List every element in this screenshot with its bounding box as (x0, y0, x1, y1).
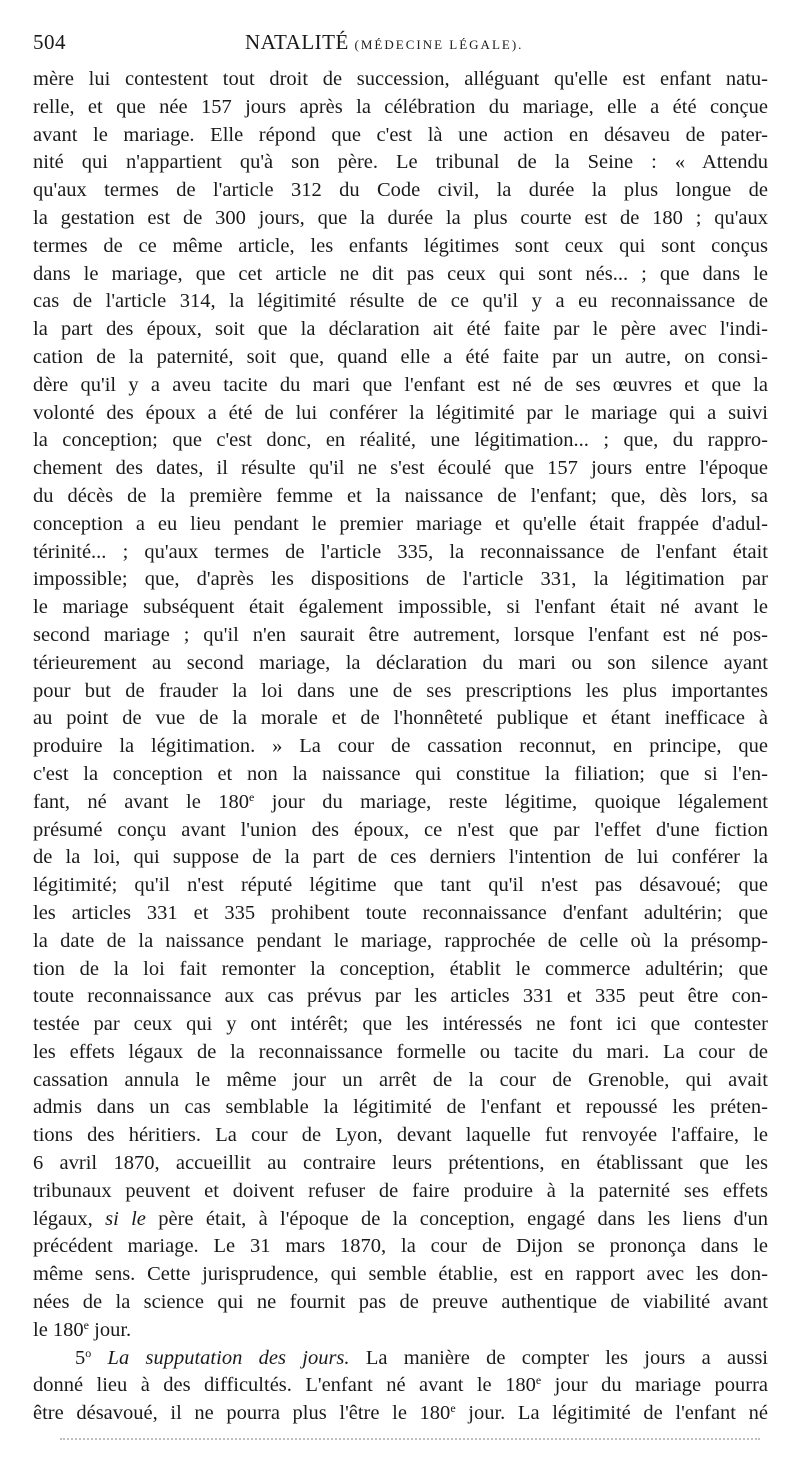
text-line: testée par ceux qui y ont intérêt; que les intéressés ne font ici que contester (33, 1013, 768, 1036)
text-line: nité qui n'appartient qu'à son père. Le tribunal de la Seine : « Attendu (33, 151, 768, 174)
page-header (33, 24, 768, 56)
text-line: tribunaux peuvent et doivent refuser de faire produire à la paternité ses effets (33, 1179, 768, 1202)
text-line (33, 1372, 768, 1400)
text-line: térieurement au second mariage, la déclaration du mari ou son silence ayant (33, 651, 768, 674)
text-line: dans le mariage, que cet article ne dit pas ceux qui sont nés... ; que dans le (33, 262, 768, 285)
text-line: la conception; que c'est donc, en réalité, une légitimation... ; que, du rappro- (33, 429, 768, 452)
page-number: 504 (33, 30, 66, 54)
text-line: c'est la conception et non la naissance qui constitue la filiation; que si l'en- (33, 762, 768, 785)
text-line: la date de la naissance pendant le mariage, rapprochée de celle où la présomp- (33, 929, 768, 952)
text-line: chement des dates, il résulte qu'il ne s'est écoulé que 157 jours entre l'époque (33, 457, 768, 480)
text-line: cas de l'article 314, la légitimité résulte de ce qu'il y a eu reconnaissance de (33, 290, 768, 313)
line-segment: jour. La légitimité de l'enfant né (455, 1402, 768, 1425)
text-line: mère lui contestent tout droit de succession, alléguant qu'elle est enfant natu- (33, 68, 768, 90)
text-line: nées de la science qui ne fournit pas de preuve authentique de viabilité avant (33, 1291, 768, 1314)
text-line: tions des héritiers. La cour de Lyon, devant laquelle fut renvoyée l'affaire, le (33, 1124, 768, 1147)
text-line: les articles 331 et 335 prohibent toute reconnaissance d'enfant adultérin; que (33, 901, 768, 924)
footer-dotted-rule (60, 1438, 760, 1442)
text-line (33, 1317, 768, 1345)
line-segment: légaux, (33, 1207, 93, 1230)
text-line: précédent mariage. Le 31 mars 1870, la cour de Dijon se prononça dans le (33, 1235, 768, 1258)
line-segment: donné lieu à des difficultés. L'enfant né avant le 180 (33, 1374, 536, 1397)
text-line: qu'aux termes de l'article 312 du Code civil, la durée la plus longue de (33, 179, 768, 202)
line-segment: fant, né avant le 180 (33, 790, 250, 813)
superscript: o (85, 1345, 92, 1360)
text-line (33, 1400, 768, 1428)
text-line: admis dans un cas semblable la légitimité de l'enfant et repoussé les préten- (33, 1096, 768, 1119)
italic-segment: si le (92, 1207, 146, 1230)
text-line: le mariage subséquent était également impossible, si l'enfant était né avant le (33, 596, 768, 619)
line-segment: 5 (75, 1346, 86, 1369)
text-line: de la loi, qui suppose de la part de ces derniers l'intention de lui conférer la (33, 846, 768, 869)
running-head-subtitle: (MÉDECINE LÉGALE). (354, 37, 524, 52)
superscript: e (535, 1373, 542, 1388)
line-segment: père était, à l'époque de la conception, engagé dans les liens d'un (145, 1207, 769, 1230)
text-line: les effets légaux de la reconnaissance formelle ou tacite du mari. La cour de (33, 1040, 768, 1063)
text-line: la gestation est de 300 jours, que la durée la plus courte est de 180 ; qu'aux (33, 206, 768, 229)
text-line: térinité... ; qu'aux termes de l'article 335, la reconnaissance de l'enfant était (33, 540, 768, 563)
text-line: pour but de frauder la loi dans une de ses prescriptions les plus importantes (33, 679, 768, 702)
text-line: dère qu'il y a aveu tacite du mari que l'enfant est né de ses œuvres et que la (33, 373, 768, 396)
line-segment: le 180 (33, 1318, 84, 1341)
text-line: cation de la paternité, soit que, quand elle a été faite par un autre, on consi- (33, 345, 768, 368)
text-line (33, 1206, 768, 1234)
running-head (245, 30, 523, 55)
text-line: avant le mariage. Elle répond que c'est là une action en désaveu de pater- (33, 123, 768, 146)
text-line: conception a eu lieu pendant le premier mariage et qu'elle était frappée d'adul- (33, 512, 768, 535)
line-segment: jour. (89, 1318, 132, 1341)
text-line: la part des époux, soit que la déclaration ait été faite par le père avec l'indi- (33, 318, 768, 341)
line-segment: jour du mariage, reste légitime, quoique légalement (254, 790, 768, 813)
text-line: 6 avril 1870, accueillit au contraire leurs prétentions, en établissant que les (33, 1152, 768, 1175)
running-head-title: NATALITÉ (245, 30, 349, 54)
text-line: termes de ce même article, les enfants légitimes sont ceux qui sont conçus (33, 234, 768, 257)
text-line: toute reconnaissance aux cas prévus par les articles 331 et 335 peut être con- (33, 985, 768, 1008)
line-segment: La manière de compter les jours a aussi (349, 1346, 768, 1369)
line-segment: être désavoué, il ne pourra plus l'être le 180 (33, 1402, 451, 1425)
italic-segment: La supputation des jours. (91, 1346, 350, 1369)
superscript: e (83, 1317, 89, 1332)
superscript: e (249, 789, 255, 804)
text-line: cassation annula le même jour un arrêt de la cour de Grenoble, qui avait (33, 1068, 768, 1091)
line-segment: jour du mariage pourra (541, 1374, 769, 1397)
text-line (33, 789, 768, 817)
text-line: présumé conçu avant l'union des époux, ce n'est que par l'effet d'une fiction (33, 818, 768, 841)
text-line: relle, et que née 157 jours après la célébration du mariage, elle a été conçue (33, 95, 768, 118)
text-line: produire la légitimation. » La cour de cassation reconnut, en principe, que (33, 735, 768, 758)
text-line: légitimité; qu'il n'est réputé légitime que tant qu'il n'est pas désavoué; que (33, 874, 768, 897)
text-line: du décès de la première femme et la naissance de l'enfant; que, dès lors, sa (33, 484, 768, 507)
text-line: au point de vue de la morale et de l'honnêteté publique et étant inefficace à (33, 707, 768, 730)
text-line: volonté des époux a été de lui conférer la légitimité par le mariage qui a suivi (33, 401, 768, 424)
text-line: même sens. Cette jurisprudence, qui semble établie, est en rapport avec les don- (33, 1263, 768, 1286)
text-line: tion de la loi fait remonter la conception, établit le commerce adultérin; que (33, 957, 768, 980)
superscript: e (450, 1401, 456, 1416)
text-line: impossible; que, d'après les dispositions de l'article 331, la légitimation par (33, 568, 768, 591)
text-line: second mariage ; qu'il n'en saurait être autrement, lorsque l'enfant est né pos- (33, 623, 768, 646)
text-line (33, 1345, 768, 1373)
body-text (33, 66, 768, 1428)
